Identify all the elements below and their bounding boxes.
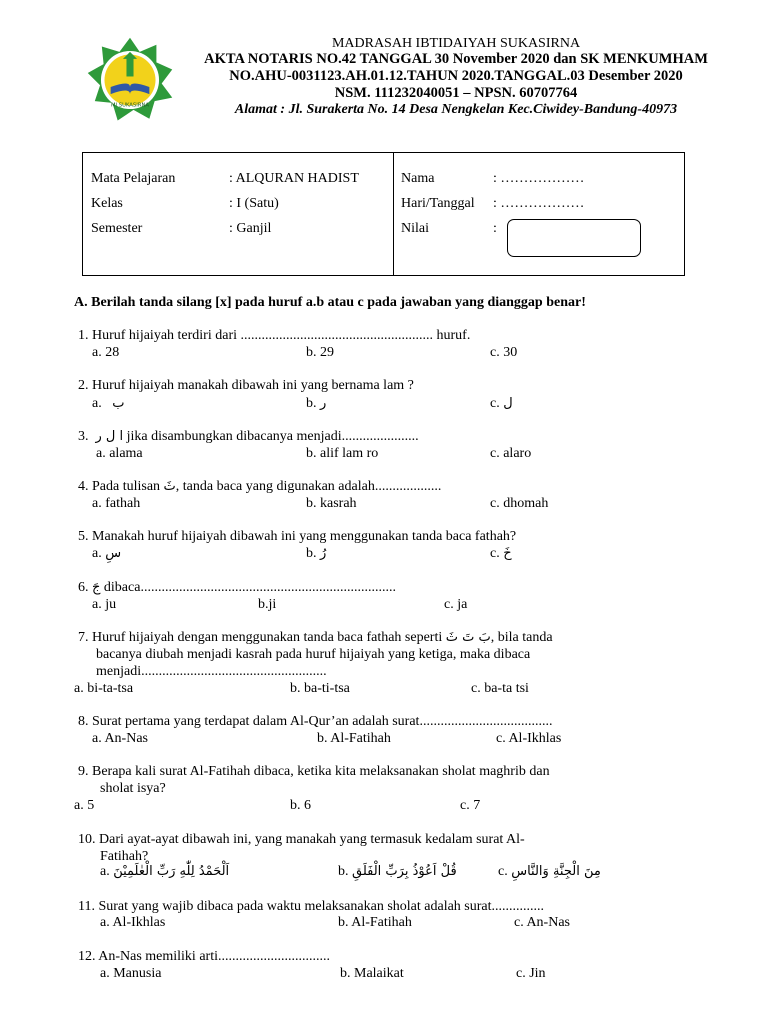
name-label: Nama <box>401 171 435 186</box>
question-2: 2. Huruf hijaiyah manakah dibawah ini yang bernama lam ? <box>78 378 414 393</box>
q7-arabic: بَ تَ ثَ <box>445 630 491 645</box>
q6-option-b[interactable]: b.ji <box>258 597 277 612</box>
q3-arabic: ا ل ر <box>95 429 124 444</box>
q10-option-b-arabic: قُلْ اَعُوْذُ بِرَبِّ الْفَلَقِ <box>352 864 457 879</box>
q3-option-a[interactable]: a. alama <box>96 446 143 461</box>
q5-option-b-arabic: رُ <box>320 546 327 561</box>
q4-arabic: ثَ <box>163 479 176 494</box>
info-divider <box>393 153 394 275</box>
date-field[interactable]: : ……………… <box>493 196 585 211</box>
question-1: 1. Huruf hijaiyah terdiri dari ....................................................... huruf. <box>78 328 471 343</box>
q5-option-c[interactable]: c. خَ <box>490 546 512 561</box>
q1-option-b[interactable]: b. 29 <box>306 345 334 360</box>
class-value: : I (Satu) <box>229 196 279 211</box>
q8-option-b[interactable]: b. Al-Fatihah <box>317 731 391 746</box>
q6-option-a[interactable]: a. ju <box>92 597 117 612</box>
q11-option-c[interactable]: c. An-Nas <box>514 915 570 930</box>
q10-option-c-arabic: مِنَ الْجِنَّةِ وَالنَّاسِ <box>511 864 601 879</box>
q7-option-a[interactable]: a. bi-ta-tsa <box>74 681 134 696</box>
q9-option-c[interactable]: c. 7 <box>460 798 481 813</box>
question-12: 12. An-Nas memiliki arti................................ <box>78 949 330 964</box>
question-10-line-2: Fatihah? <box>100 849 149 864</box>
q5-option-a-arabic: سِ <box>105 546 122 561</box>
q7-option-c[interactable]: c. ba-ta tsi <box>471 681 529 696</box>
name-field[interactable]: : ……………… <box>493 171 585 186</box>
class-label: Kelas <box>91 196 123 211</box>
q3-option-b[interactable]: b. alif lam ro <box>306 446 379 461</box>
question-9-line-2: sholat isya? <box>100 781 166 796</box>
q10-option-a[interactable]: a. اَلْحَمْدُ لِلّٰهِ رَبِّ الْعٰلَمِيْنَ <box>100 864 230 879</box>
q2-option-c-arabic: ل <box>503 396 513 411</box>
school-name: MADRASAH IBTIDAIYAH SUKASIRNA <box>331 36 581 51</box>
q4-option-c[interactable]: c. dhomah <box>490 496 549 511</box>
q5-option-b[interactable]: b. رُ <box>306 546 327 561</box>
q10-option-c[interactable]: c. مِنَ الْجِنَّةِ وَالنَّاسِ <box>498 864 601 879</box>
q4-option-b[interactable]: b. kasrah <box>306 496 357 511</box>
semester-value: : Ganjil <box>229 221 272 236</box>
school-logo <box>86 36 174 124</box>
nsm-npsn: NSM. 111232040051 – NPSN. 60707764 <box>334 85 578 101</box>
question-4: 4. Pada tulisan ثَ, tanda baca yang digunakan adalah................... <box>78 479 442 494</box>
q8-option-c[interactable]: c. Al-Ikhlas <box>496 731 562 746</box>
q1-option-c[interactable]: c. 30 <box>490 345 518 360</box>
question-6: 6. جَ dibaca......................................................................... <box>78 580 396 595</box>
q10-option-b[interactable]: b. قُلْ اَعُوْذُ بِرَبِّ الْفَلَقِ <box>338 864 457 879</box>
q11-option-a[interactable]: a. Al-Ikhlas <box>100 915 166 930</box>
subject-value: : ALQURAN HADIST <box>229 171 359 186</box>
logo-caption: MI SUKASIRNA <box>110 102 150 109</box>
school-address: Alamat : Jl. Surakerta No. 14 Desa Nengkelan Kec.Ciwidey-Bandung-40973 <box>234 102 678 117</box>
date-label: Hari/Tanggal <box>401 196 475 211</box>
question-9: 9. Berapa kali surat Al-Fatihah dibaca, ketika kita melaksanakan sholat maghrib dan <box>78 764 550 779</box>
question-7: 7. Huruf hijaiyah dengan menggunakan tanda baca fathah seperti بَ تَ ثَ, bila tanda <box>78 630 553 645</box>
q12-option-b[interactable]: b. Malaikat <box>340 966 404 981</box>
q9-option-a[interactable]: a. 5 <box>74 798 95 813</box>
section-a-instruction: A. Berilah tanda silang [x] pada huruf a.b atau c pada jawaban yang dianggap benar! <box>74 295 586 310</box>
question-10: 10. Dari ayat-ayat dibawah ini, yang manakah yang termasuk kedalam surat Al- <box>78 832 525 847</box>
ahu-number: NO.AHU-0031123.AH.01.12.TAHUN 2020.TANGGAL.03 Desember 2020 <box>229 68 683 84</box>
q4-option-a[interactable]: a. fathah <box>92 496 141 511</box>
question-7-line-3: menjadi..................................................... <box>96 664 327 679</box>
q2-option-a[interactable]: a. ب <box>92 396 125 411</box>
q11-option-b[interactable]: b. Al-Fatihah <box>338 915 412 930</box>
score-box[interactable] <box>507 219 641 257</box>
question-5: 5. Manakah huruf hijaiyah dibawah ini yang menggunakan tanda baca fathah? <box>78 529 517 544</box>
q10-option-a-arabic: اَلْحَمْدُ لِلّٰهِ رَبِّ الْعٰلَمِيْنَ <box>113 864 230 879</box>
notary-deed: AKTA NOTARIS NO.42 TANGGAL 30 November 2020 dan SK MENKUMHAM <box>204 51 708 67</box>
q6-option-c[interactable]: c. ja <box>444 597 468 612</box>
question-8: 8. Surat pertama yang terdapat dalam Al-Qur’an adalah surat...................................... <box>78 714 553 729</box>
q2-option-b[interactable]: b. ر <box>306 396 327 411</box>
student-info-box <box>82 152 685 276</box>
q1-option-a[interactable]: a. 28 <box>92 345 120 360</box>
question-11: 11. Surat yang wajib dibaca pada waktu melaksanakan sholat adalah surat............... <box>78 899 545 914</box>
q7-option-b[interactable]: b. ba-ti-tsa <box>290 681 350 696</box>
score-label: Nilai <box>401 221 429 236</box>
q9-option-b[interactable]: b. 6 <box>290 798 311 813</box>
semester-label: Semester <box>91 221 143 236</box>
q5-option-c-arabic: خَ <box>503 546 512 561</box>
q2-option-b-arabic: ر <box>320 396 327 411</box>
q6-arabic: جَ <box>92 580 101 595</box>
q2-option-a-arabic: ب <box>112 396 125 411</box>
question-3: 3. ا ل ر jika disambungkan dibacanya menjadi...................... <box>78 429 419 444</box>
question-7-line-2: bacanya diubah menjadi kasrah pada huruf hijaiyah yang ketiga, maka dibaca <box>96 647 531 662</box>
q2-option-c[interactable]: c. ل <box>490 396 513 411</box>
score-colon: : <box>493 221 497 236</box>
subject-label: Mata Pelajaran <box>91 171 176 186</box>
q12-option-a[interactable]: a. Manusia <box>100 966 162 981</box>
q5-option-a[interactable]: a. سِ <box>92 546 122 561</box>
q12-option-c[interactable]: c. Jin <box>516 966 546 981</box>
q8-option-a[interactable]: a. An-Nas <box>92 731 148 746</box>
q3-option-c[interactable]: c. alaro <box>490 446 532 461</box>
